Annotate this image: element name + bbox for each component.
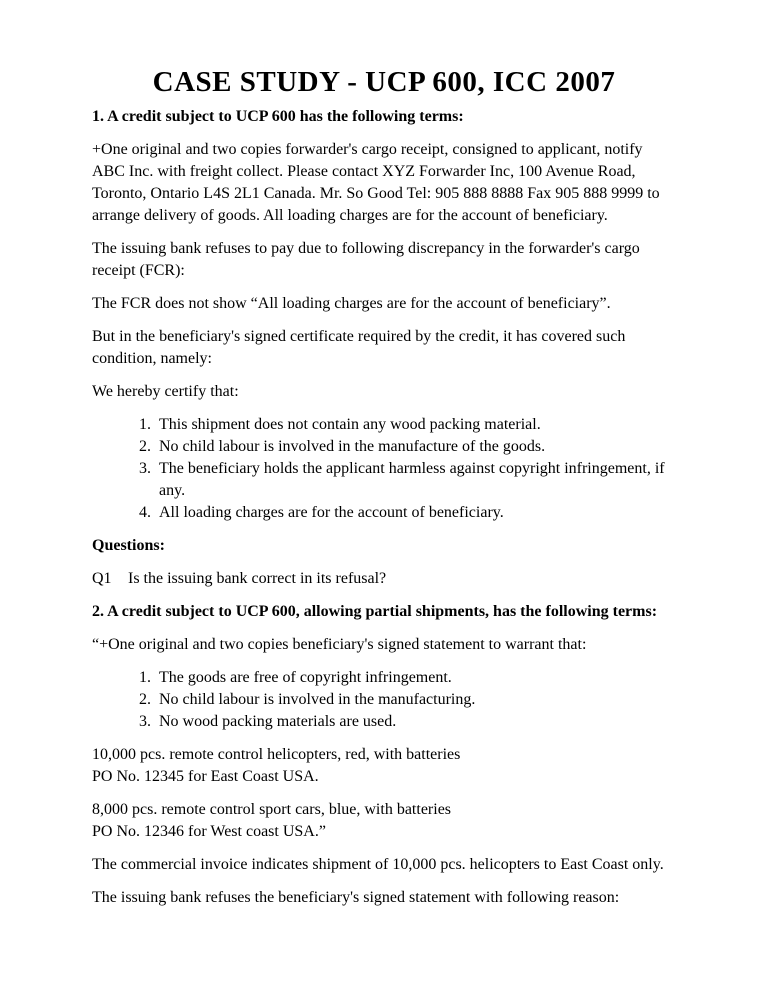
certify-list-item-4: 4. All loading charges are for the account of beneficiary. bbox=[155, 502, 676, 524]
warrant-list-item-3: 3. No wood packing materials are used. bbox=[155, 711, 676, 733]
section-2-heading: 2. A credit subject to UCP 600, allowing partial shipments, has the following terms: bbox=[92, 603, 658, 620]
question-1-row bbox=[92, 568, 676, 590]
certify-list-item-3: 3. The beneficiary holds the applicant harmless against copyright infringement, if any. bbox=[155, 458, 676, 502]
question-1-label: Q1 bbox=[92, 570, 112, 587]
paragraph-statement-refused: The issuing bank refuses the beneficiary's signed statement with following reason: bbox=[92, 889, 620, 906]
paragraph-credit-terms: +One original and two copies forwarder's cargo receipt, consigned to applicant, notify ABC Inc. with freight collect. Please contact XYZ Forwarder Inc, 100 Avenue Road, Toronto, Ontario L4S 2L1 Canada. Mr. So Good Tel: 905 888 8888 Fax 905 888 9999 to arrange delivery of goods. All loading charges are for the account of beneficiary. bbox=[92, 141, 660, 224]
paragraph-fcr-missing: The FCR does not show “All loading charges are for the account of beneficiary”. bbox=[92, 295, 611, 312]
paragraph-invoice-indicates: The commercial invoice indicates shipment of 10,000 pcs. helicopters to East Coast only. bbox=[92, 856, 664, 873]
order-sport-cars bbox=[92, 799, 676, 843]
paragraph-certificate-covered: But in the beneficiary's signed certificate required by the credit, it has covered such condition, namely: bbox=[92, 328, 626, 367]
order-helicopters-line-2: PO No. 12345 for East Coast USA. bbox=[92, 768, 319, 785]
paragraph-bank-refusal: The issuing bank refuses to pay due to following discrepancy in the forwarder's cargo receipt (FCR): bbox=[92, 240, 640, 279]
order-sport-cars-line-1: 8,000 pcs. remote control sport cars, blue, with batteries bbox=[92, 801, 452, 818]
order-helicopters-line-1: 10,000 pcs. remote control helicopters, red, with batteries bbox=[92, 746, 461, 763]
warrant-list-item-1: 1. The goods are free of copyright infringement. bbox=[155, 667, 676, 689]
certify-list bbox=[92, 414, 676, 524]
warrant-list-item-2: 2. No child labour is involved in the manufacturing. bbox=[155, 689, 676, 711]
question-1-text: Is the issuing bank correct in its refusal? bbox=[128, 570, 387, 587]
warrant-list bbox=[92, 667, 676, 733]
paragraph-certify-intro: We hereby certify that: bbox=[92, 383, 239, 400]
questions-heading: Questions: bbox=[92, 537, 165, 554]
certify-list-item-1: 1. This shipment does not contain any wood packing material. bbox=[155, 414, 676, 436]
document-title: CASE STUDY - UCP 600, ICC 2007 bbox=[152, 66, 616, 98]
order-helicopters bbox=[92, 744, 676, 788]
paragraph-warrant-intro: “+One original and two copies beneficiary's signed statement to warrant that: bbox=[92, 636, 587, 653]
section-1-heading: 1. A credit subject to UCP 600 has the following terms: bbox=[92, 108, 464, 125]
certify-list-item-2: 2. No child labour is involved in the manufacture of the goods. bbox=[155, 436, 676, 458]
order-sport-cars-line-2: PO No. 12346 for West coast USA.” bbox=[92, 823, 326, 840]
